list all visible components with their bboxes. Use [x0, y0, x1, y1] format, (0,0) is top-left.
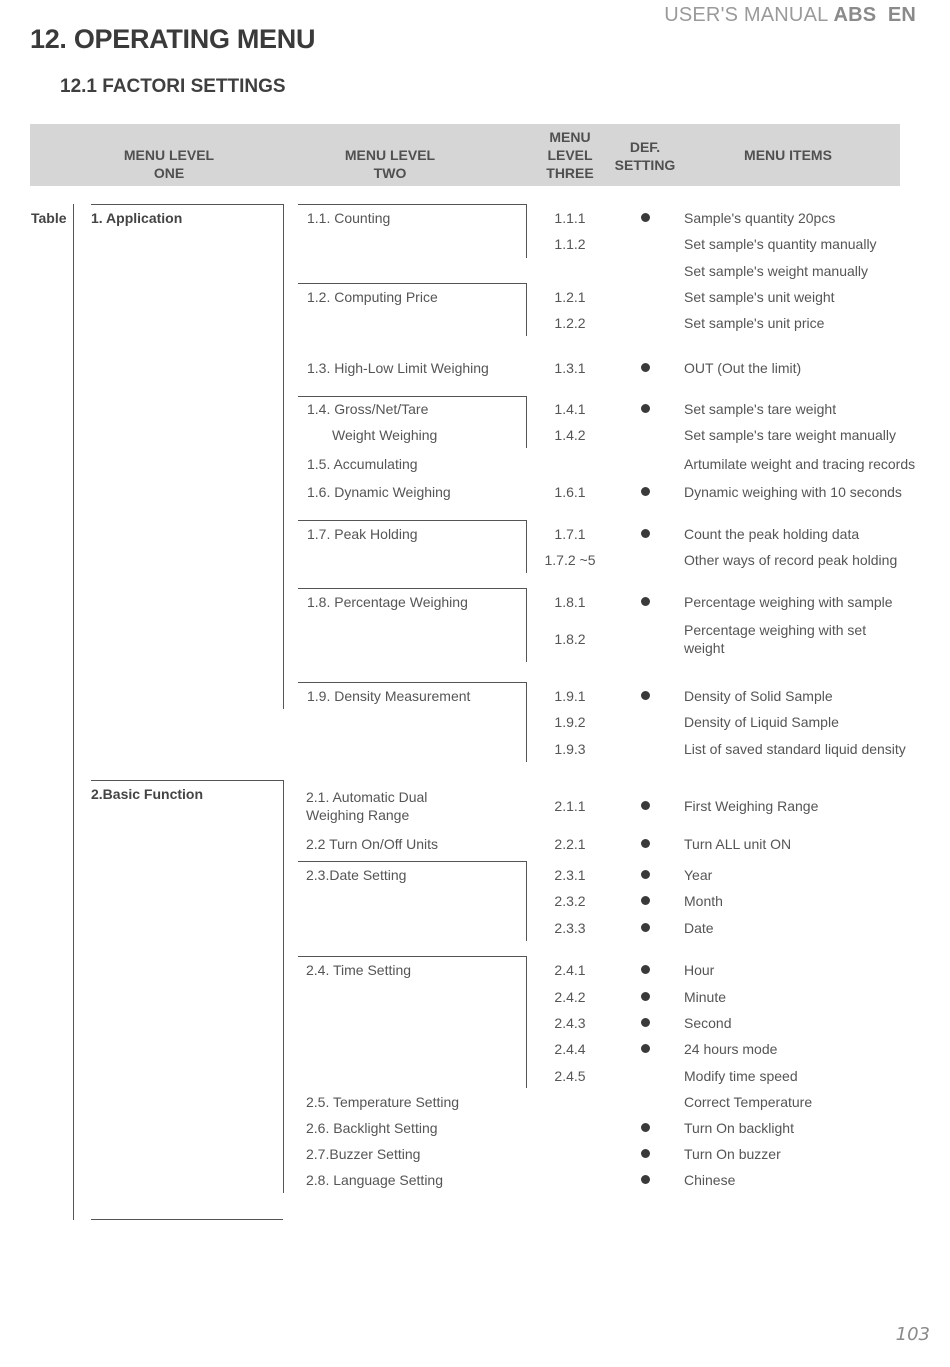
menu-item: Year — [684, 867, 713, 883]
level-two-label: Weight Weighing — [332, 427, 438, 443]
menu-item: Artumilate weight and tracing records — [684, 456, 916, 472]
menu-code: 2.4.5 — [554, 1068, 586, 1084]
menu-code: 2.3.3 — [554, 920, 586, 936]
col-level-one: MENU LEVEL ONE — [123, 147, 215, 181]
menu-code: 2.2.1 — [554, 836, 586, 852]
bracket-rule — [526, 861, 527, 941]
menu-code: 1.1.1 — [554, 210, 586, 226]
menu-item: Set sample's unit weight — [684, 289, 835, 305]
menu-code: 1.6.1 — [554, 484, 586, 500]
level-two-label: 2.2 Turn On/Off Units — [306, 836, 439, 852]
bracket-rule — [298, 283, 526, 284]
default-dot — [641, 1044, 650, 1053]
bracket-rule — [526, 396, 527, 448]
section-title: 12.1 FACTORI SETTINGS — [60, 76, 286, 97]
bracket-rule — [298, 956, 526, 957]
menu-item: 24 hours mode — [684, 1041, 778, 1057]
level-two-label: 2.4. Time Setting — [306, 962, 412, 978]
default-dot — [641, 213, 650, 222]
default-dot — [641, 487, 650, 496]
menu-code: 1.2.1 — [554, 289, 586, 305]
default-dot — [641, 1123, 650, 1132]
menu-item: Set sample's weight manually — [684, 263, 868, 279]
level-two-label: 2.1. Automatic Dual — [306, 789, 428, 805]
menu-item: Hour — [684, 962, 715, 978]
level-two-label: 2.5. Temperature Setting — [306, 1094, 460, 1110]
menu-item: OUT (Out the limit) — [684, 360, 802, 376]
level-two-label: 2.3.Date Setting — [306, 867, 407, 883]
menu-item: Date — [684, 920, 714, 936]
menu-code: 2.4.2 — [554, 989, 586, 1005]
menu-item: Sample's quantity 20pcs — [684, 210, 836, 226]
level-two-label: 1.9. Density Measurement — [307, 688, 471, 704]
menu-code: 1.2.2 — [554, 315, 586, 331]
bracket-rule — [298, 682, 526, 683]
menu-code: 2.4.4 — [554, 1041, 586, 1057]
model-label: ABS — [833, 4, 877, 26]
menu-code: 1.4.2 — [554, 427, 586, 443]
menu-item: Set sample's tare weight — [684, 401, 837, 417]
menu-item: weight — [684, 640, 725, 656]
menu-item: Density of Solid Sample — [684, 688, 833, 704]
default-dot — [641, 923, 650, 932]
default-dot — [641, 870, 650, 879]
table-bottom-rule — [91, 1219, 283, 1220]
menu-item: Month — [684, 893, 723, 909]
level-two-label: 1.4. Gross/Net/Tare — [307, 401, 429, 417]
page-title: 12. OPERATING MENU — [30, 24, 316, 54]
menu-item: Dynamic weighing with 10 seconds — [684, 484, 902, 500]
default-dot — [641, 691, 650, 700]
level-two-label: 2.7.Buzzer Setting — [306, 1146, 421, 1162]
col-default: DEF. SETTING — [614, 139, 676, 173]
level-two-label: 1.7. Peak Holding — [307, 526, 418, 542]
col-level-two: MENU LEVEL TWO — [344, 147, 436, 181]
menu-item: Set sample's unit price — [684, 315, 825, 331]
bracket-rule — [526, 682, 527, 762]
col-level-three: MENU LEVEL THREE — [546, 129, 594, 181]
level-two-label: 1.3. High-Low Limit Weighing — [307, 360, 489, 376]
menu-code: 1.8.1 — [554, 594, 586, 610]
menu-item: Set sample's quantity manually — [684, 236, 877, 252]
menu-item: Minute — [684, 989, 727, 1005]
menu-item: Other ways of record peak holding — [684, 552, 898, 568]
table-left-rule — [73, 204, 74, 1220]
default-dot — [641, 896, 650, 905]
menu-code: 1.3.1 — [554, 360, 586, 376]
bracket-rule — [298, 520, 526, 521]
manual-label: USER'S MANUAL — [664, 4, 828, 26]
menu-item: Turn ALL unit ON — [684, 836, 792, 852]
menu-code: 1.4.1 — [554, 401, 586, 417]
menu-code: 1.9.3 — [554, 741, 586, 757]
running-header — [664, 4, 916, 27]
default-dot — [641, 363, 650, 372]
default-dot — [641, 801, 650, 810]
table-header — [30, 124, 900, 186]
group-rule — [91, 780, 283, 781]
menu-code: 2.1.1 — [554, 798, 586, 814]
level-two-label: 1.5. Accumulating — [307, 456, 418, 472]
default-dot — [641, 1175, 650, 1184]
default-dot — [641, 992, 650, 1001]
menu-code: 2.4.3 — [554, 1015, 586, 1031]
col-items: MENU ITEMS — [744, 147, 832, 163]
menu-code: 2.3.1 — [554, 867, 586, 883]
group-rule — [283, 204, 284, 709]
page-number: 103 — [895, 1324, 930, 1345]
bracket-rule — [298, 861, 526, 862]
bracket-rule — [526, 520, 527, 573]
default-dot — [641, 529, 650, 538]
bracket-rule — [526, 588, 527, 662]
menu-item: Second — [684, 1015, 732, 1031]
menu-code: 1.9.2 — [554, 714, 586, 730]
group-rule — [283, 780, 284, 1193]
level-two-label: 1.6. Dynamic Weighing — [307, 484, 451, 500]
menu-item: First Weighing Range — [684, 798, 819, 814]
level-one-basic: 2.Basic Function — [91, 786, 204, 802]
default-dot — [641, 1018, 650, 1027]
bracket-rule — [526, 956, 527, 1088]
table-label: Table — [31, 210, 67, 226]
level-two-label: Weighing Range — [306, 807, 410, 823]
menu-code: 1.9.1 — [554, 688, 586, 704]
menu-item: Turn On backlight — [684, 1120, 794, 1136]
default-dot — [641, 839, 650, 848]
menu-item: Percentage weighing with set — [684, 622, 867, 638]
menu-code: 1.8.2 — [554, 631, 586, 647]
menu-code: 1.7.2 ~5 — [544, 552, 596, 568]
menu-code: 2.4.1 — [554, 962, 586, 978]
menu-item: Chinese — [684, 1172, 736, 1188]
group-rule — [91, 204, 283, 205]
bracket-rule — [298, 204, 526, 205]
menu-item: List of saved standard liquid density — [684, 741, 906, 757]
menu-code: 2.3.2 — [554, 893, 586, 909]
menu-item: Modify time speed — [684, 1068, 798, 1084]
menu-item: Set sample's tare weight manually — [684, 427, 896, 443]
default-dot — [641, 965, 650, 974]
level-two-label: 2.6. Backlight Setting — [306, 1120, 438, 1136]
bracket-rule — [526, 204, 527, 258]
menu-item: Count the peak holding data — [684, 526, 860, 542]
level-two-label: 2.8. Language Setting — [306, 1172, 444, 1188]
default-dot — [641, 404, 650, 413]
default-dot — [641, 597, 650, 606]
language-label: EN — [887, 4, 916, 26]
bracket-rule — [298, 588, 526, 589]
bracket-rule — [526, 283, 527, 336]
menu-item: Percentage weighing with sample — [684, 594, 893, 610]
bracket-rule — [298, 396, 526, 397]
level-two-label: 1.8. Percentage Weighing — [307, 594, 468, 610]
menu-item: Correct Temperature — [684, 1094, 813, 1110]
menu-code: 1.7.1 — [554, 526, 586, 542]
default-dot — [641, 1149, 650, 1158]
menu-item: Turn On buzzer — [684, 1146, 781, 1162]
level-one-application: 1. Application — [91, 210, 183, 226]
level-two-label: 1.2. Computing Price — [307, 289, 438, 305]
menu-code: 1.1.2 — [554, 236, 586, 252]
menu-item: Density of Liquid Sample — [684, 714, 839, 730]
level-two-label: 1.1. Counting — [307, 210, 391, 226]
